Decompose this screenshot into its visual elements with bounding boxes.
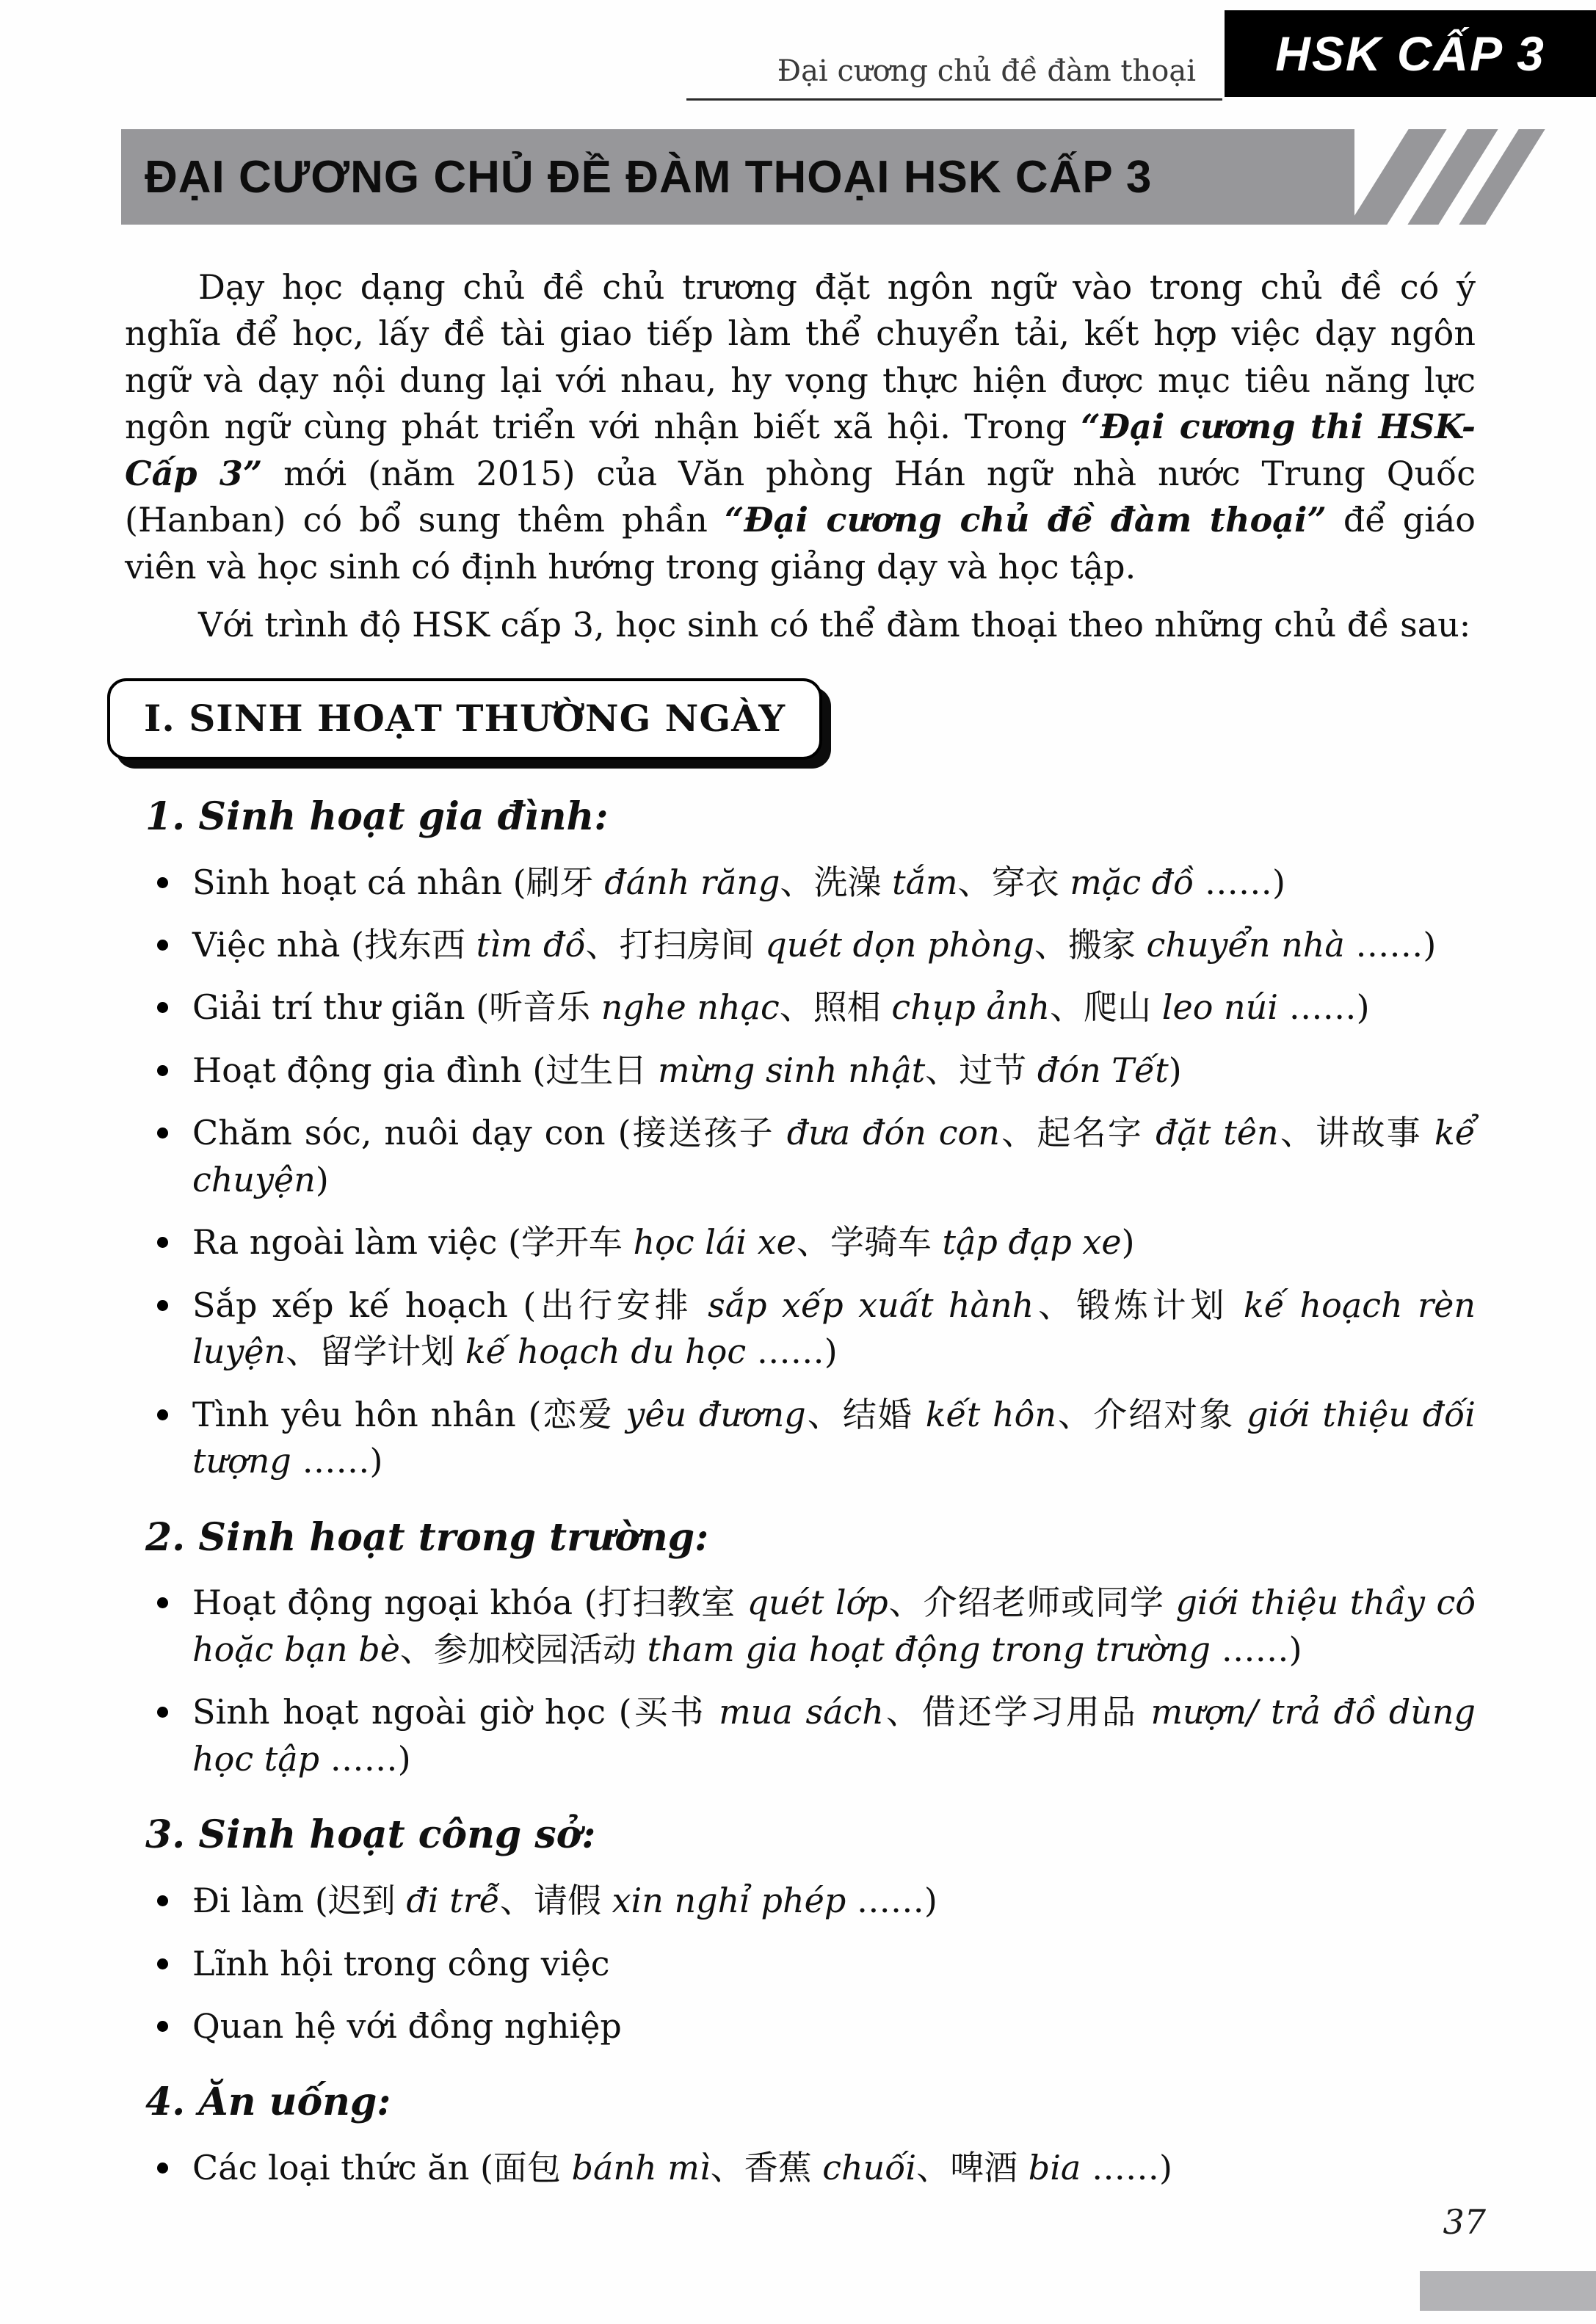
- bullet-icon: [157, 1065, 168, 1076]
- header-rule: [686, 98, 1222, 101]
- list-item-text: Ra ngoài làm việc (学开车 học lái xe、学骑车 tập đạp xe): [192, 1222, 1135, 1263]
- list-item-text: Sắp xếp kế hoạch (出行安排 sắp xếp xuất hành、锻炼计划 kế hoạch rèn luyện、留学计划 kế hoạch du học ……): [192, 1285, 1476, 1372]
- topic-box-title: I. SINH HOẠT THƯỜNG NGÀY: [144, 696, 786, 740]
- list-item-text: Hoạt động ngoại khóa (打扫教室 quét lớp、介绍老师或同学 giới thiệu thầy cô hoặc bạn bè、参加校园活动 tham gia hoạt động trong trường ……): [192, 1583, 1476, 1669]
- bullet-icon: [157, 940, 168, 951]
- intro-paragraph: Dạy học dạng chủ đề chủ trương đặt ngôn ngữ vào trong chủ đề có ý nghĩa để học, lấy đề tài giao tiếp làm thể chuyển tải, kết hợp việc dạy ngôn ngữ và dạy nội dung lại với nhau, hy vọng thực hiện được mục tiêu năng lực ngôn ngữ cùng phát triển với nhận biết xã hội. Trong “Đại cương thi HSK-Cấp 3” mới (năm 2015) của Văn phòng Hán ngữ nhà nước Trung Quốc (Hanban) có bổ sung thêm phần “Đại cương chủ đề đàm thoại” để giáo viên và học sinh có định hướng trong giảng dạy và học tập.: [125, 267, 1476, 587]
- bullet-icon: [157, 877, 168, 888]
- list-item: [125, 1392, 1476, 1485]
- bullet-icon: [157, 1237, 168, 1248]
- list-item-text: Chăm sóc, nuôi dạy con (接送孩子 đưa đón con、起名字 đặt tên、讲故事 kể chuyện): [192, 1113, 1476, 1199]
- subsection-heading-3: 3. Sinh hoạt công sở:: [145, 1812, 596, 1858]
- list-item-text: Đi làm (迟到 đi trễ、请假 xin nghỉ phép ……): [192, 1881, 937, 1921]
- bullet-icon: [157, 1300, 168, 1311]
- page-content: [125, 264, 1476, 2208]
- list-item-text: Quan hệ với đồng nghiệp: [192, 2005, 622, 2046]
- subsection-heading-1: 1. Sinh hoạt gia đình:: [145, 794, 609, 839]
- bullet-icon: [157, 1409, 168, 1420]
- list-item: [125, 1941, 1476, 1987]
- list-item-text: Giải trí thư giãn (听音乐 nghe nhạc、照相 chụp ảnh、爬山 leo núi ……): [192, 987, 1370, 1028]
- list-item-text: Tình yêu hôn nhân (恋爱 yêu đương、结婚 kết hôn、介绍对象 giới thiệu đối tượng ……): [192, 1394, 1476, 1481]
- subsection-heading-4: 4. Ăn uống:: [145, 2080, 391, 2125]
- bullet-icon: [157, 1707, 168, 1718]
- list-item-text: Hoạt động gia đình (过生日 mừng sinh nhật、过节 đón Tết): [192, 1050, 1182, 1090]
- bullet-icon: [157, 1895, 168, 1906]
- chapter-banner: [121, 129, 1354, 225]
- list-item: [125, 2003, 1476, 2049]
- list-item: [125, 1689, 1476, 1782]
- list-item: [125, 1580, 1476, 1673]
- list-item-text: Các loại thức ăn (面包 bánh mì、香蕉 chuối、啤酒 bia ……): [192, 2148, 1172, 2188]
- bullet-icon: [157, 1127, 168, 1139]
- running-title: Đại cương chủ đề đàm thoại: [777, 54, 1196, 88]
- list-item: [125, 1878, 1476, 1924]
- bullet-icon: [157, 1002, 168, 1013]
- list-item-text: Lĩnh hội trong công việc: [192, 1943, 610, 1983]
- lead-in-text: Với trình độ HSK cấp 3, học sinh có thể đàm thoại theo những chủ đề sau:: [198, 605, 1471, 645]
- list-item: [125, 860, 1476, 906]
- list-item: [125, 1282, 1476, 1376]
- list-item: [125, 1219, 1476, 1266]
- list-item: [125, 1047, 1476, 1094]
- footer-bar: [1420, 2271, 1596, 2311]
- chapter-title: ĐẠI CƯƠNG CHỦ ĐỀ ĐÀM THOẠI HSK CẤP 3: [145, 151, 1153, 203]
- list-item-text: Sinh hoạt ngoài giờ học (买书 mua sách、借还学习用品 mượn/ trả đồ dùng học tập ……): [192, 1692, 1476, 1779]
- list-item: [125, 1110, 1476, 1203]
- list-item: [125, 984, 1476, 1031]
- list-item-text: Sinh hoạt cá nhân (刷牙 đánh răng、洗澡 tắm、穿衣 mặc đồ ……): [192, 862, 1285, 902]
- bullet-icon: [157, 1958, 168, 1969]
- list-item-text: Việc nhà (找东西 tìm đồ、打扫房间 quét dọn phòng、搬家 chuyển nhà ……): [192, 924, 1437, 965]
- page-number: 37: [1443, 2202, 1486, 2242]
- list-item: [125, 2145, 1476, 2191]
- bullet-icon: [157, 2163, 168, 2174]
- subsection-heading-2: 2. Sinh hoạt trong trường:: [145, 1514, 709, 1560]
- bullet-icon: [157, 2021, 168, 2032]
- list-item: [125, 922, 1476, 968]
- hsk-level-badge: HSK CẤP 3: [1225, 10, 1596, 97]
- bullet-icon: [157, 1597, 168, 1608]
- topic-box: [107, 678, 822, 760]
